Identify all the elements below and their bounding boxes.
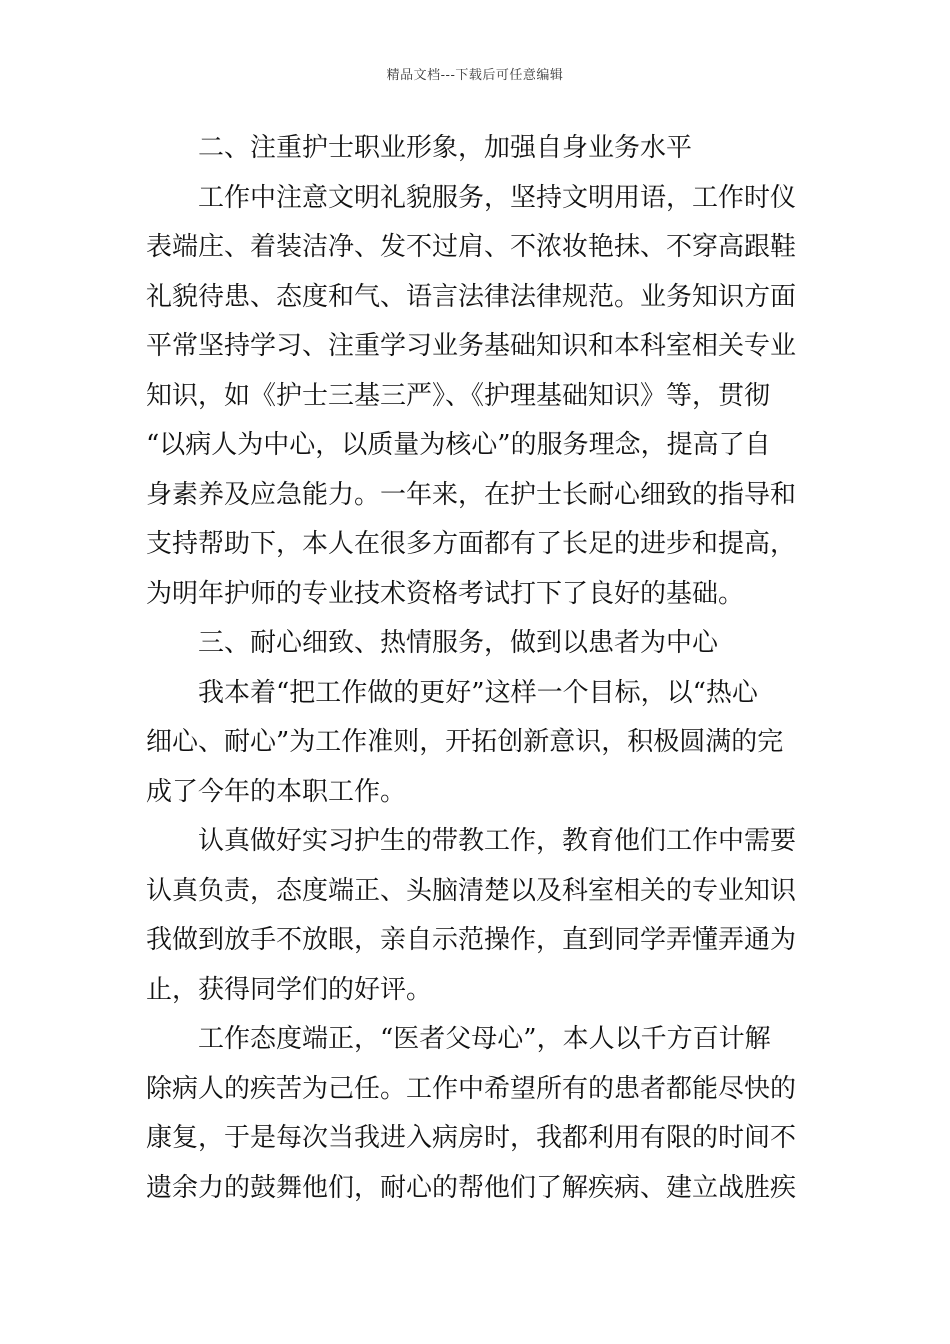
paragraph-line: 为明年护师的专业技术资格考试打下了良好的基础。: [146, 578, 745, 609]
paragraph-line: 我做到放手不放眼，亲自示范操作，直到同学弄懂弄通为: [146, 925, 797, 955]
paragraph-line: 知识，如《护士三基三严》、《护理基础知识》等，贯彻: [146, 380, 771, 411]
section-heading: 二、注重护士职业形象，加强自身业务水平: [198, 133, 693, 163]
paragraph-line: 工作中注意文明礼貌服务，坚持文明用语，工作时仪: [198, 182, 797, 213]
paragraph-line: 平常坚持学习、注重学习业务基础知识和本科室相关专业: [146, 331, 797, 361]
paragraph-line: 康复，于是每次当我进入病房时，我都利用有限的时间不: [146, 1123, 797, 1153]
paragraph-line: 遗余力的鼓舞他们，耐心的帮他们了解疾病、建立战胜疾: [146, 1172, 797, 1203]
paragraph-line: 除病人的疾苦为己任。工作中希望所有的患者都能尽快的: [146, 1073, 797, 1104]
page-header: 精品文档---下载后可任意编辑: [386, 68, 564, 83]
document-body: [146, 124, 806, 1213]
section-heading: 三、耐心细致、热情服务，做到以患者为中心: [198, 628, 719, 658]
paragraph-line: 细心、耐心”为工作准则，开拓创新意识，积极圆满的完: [146, 727, 784, 757]
paragraph-line: 成了今年的本职工作。: [146, 776, 407, 807]
paragraph-line: 表端庄、着装洁净、发不过肩、不浓妆艳抹、不穿高跟鞋: [146, 232, 797, 262]
paragraph-line: 礼貌待患、态度和气、语言法律法律规范。业务知识方面: [146, 281, 797, 312]
paragraph-line: “以病人为中心，以质量为核心”的服务理念，提高了自: [146, 430, 771, 460]
paragraph-line: 支持帮助下，本人在很多方面都有了长足的进步和提高，: [146, 529, 797, 559]
paragraph-line: 身素养及应急能力。一年来，在护士长耐心细致的指导和: [146, 479, 797, 510]
paragraph-line: 止，获得同学们的好评。: [146, 974, 433, 1005]
paragraph-line: 工作态度端正，“医者父母心”，本人以千方百计解: [198, 1024, 771, 1054]
paragraph-line: 我本着“把工作做的更好”这样一个目标，以“热心: [198, 677, 758, 708]
paragraph-line: 认真负责，态度端正、头脑清楚以及科室相关的专业知识: [146, 875, 797, 906]
paragraph-line: 认真做好实习护生的带教工作，教育他们工作中需要: [198, 826, 797, 856]
